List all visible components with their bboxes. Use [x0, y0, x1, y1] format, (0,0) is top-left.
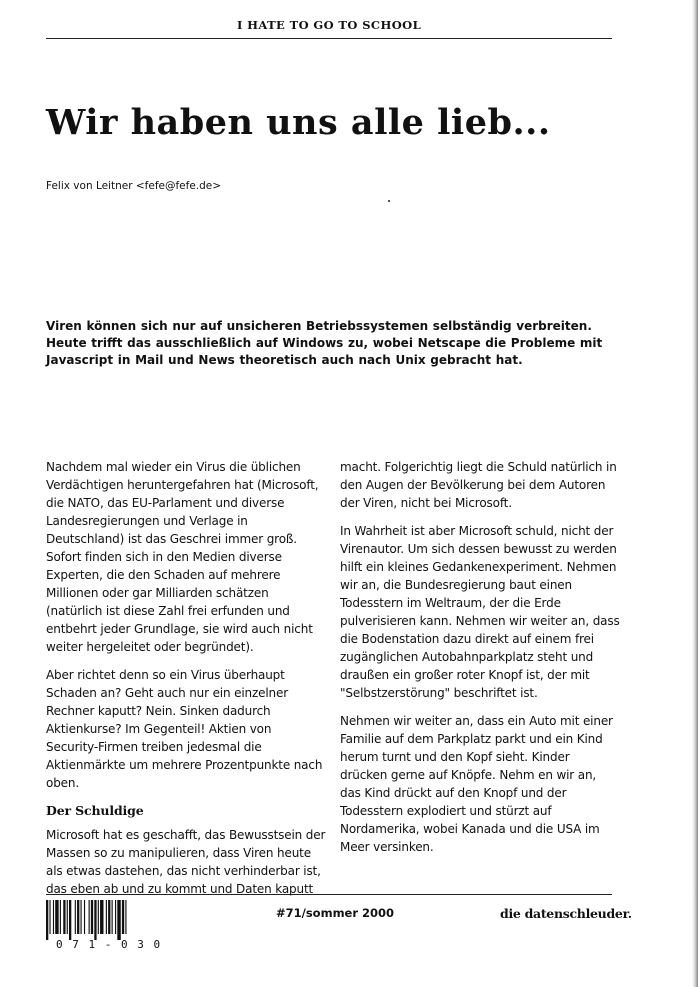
barcode-bar	[69, 900, 71, 940]
article-abstract: Viren können sich nur auf unsicheren Betriebssystemen selbständig verbreiten. Heute trifft das ausschließlich auf Windows zu, wobei Netscape die Probleme mit Javascript in Mail und News theoretisch auch nach Unix gebracht hat.	[46, 319, 603, 367]
paragraph: Nachdem mal wieder ein Virus die üblichen Verdächtigen heruntergefahren hat (Microsoft, die NATO, das EU-Parlament und diverse Landesregierungen und Verlage in Deutschland) ist das Geschrei immer groß. Sofort finden sich in den Medien diverse Experten, die den Schaden auf mehrere Millionen oder gar Milliarden schätzen (natürlich ist diese Zahl frei erfunden und entbehrt jeder Grundlage, sie wird auch nicht weiter hergeleitet oder begründet).	[46, 460, 319, 654]
barcode-bar	[89, 900, 90, 934]
barcode-bar	[115, 900, 116, 934]
barcode-bar	[94, 900, 96, 940]
scan-edge	[692, 0, 698, 987]
barcode-bar	[75, 900, 76, 934]
article-title: Wir haben uns alle lieb...	[46, 102, 551, 143]
barcode-bar	[55, 900, 58, 934]
paragraph: Nehmen wir weiter an, dass ein Auto mit einer Familie auf dem Parkplatz parkt und ein Kind herum turnt und den Kopf sieht. Kinder drücken gerne auf Knöpfe. Nehm en wir an, das Kind drückt auf den Knopf und der Todesstern explodiert und stürzt auf Nordamerika, wobei Kanada und die USA im Meer versinken.	[340, 714, 613, 854]
paragraph: Aber richtet denn so ein Virus überhaupt Schaden an? Geht auch nur ein einzelner Rechner kaputt? Nein. Sinken dadurch Aktienkurse? Im Gegenteil! Aktien von Security-Firmen treiben jedesmal die Aktienmärkte um mehrere Prozentpunkte nach oben.	[46, 668, 323, 790]
barcode-bar	[122, 900, 124, 934]
running-head: I HATE TO GO TO SCHOOL	[236, 18, 422, 32]
barcode-bar	[60, 900, 61, 934]
barcode-bar	[106, 900, 107, 934]
scan-artifact-dot	[388, 200, 390, 202]
paragraph: In Wahrheit ist aber Microsoft schuld, nicht der Virenautor. Um sich dessen bewusst zu werden hilft ein kleines Gedankenexperiment. Nehmen wir an, die Bundesregierung baut einen Todesstern im Weltraum, der die Erde pulverisieren kann. Nehmen wir weiter an, dass die Bodenstation dazu direkt auf einem frei zugänglichen Autobahnparkplatz steht und draußen ein großer roter Knopf ist, der mit "Selbstzerstörung" beschriftet ist.	[340, 524, 620, 700]
right-column	[340, 458, 620, 866]
barcode-bar	[117, 900, 120, 940]
barcode-bar	[46, 900, 48, 940]
paragraph: Microsoft hat es geschafft, das Bewusstsein der Massen so zu manipulieren, dass Viren heute als etwas dastehen, das nicht verhinderbar ist, das eben ab und zu kommt und Daten kaputt	[46, 828, 326, 896]
barcode-bar	[63, 900, 65, 934]
paragraph: macht. Folgerichtig liegt die Schuld natürlich in den Augen der Bevölkerung bei dem Autoren der Viren, nicht bei Microsoft.	[340, 460, 617, 510]
section-heading: Der Schuldige	[46, 803, 144, 818]
footer-rule	[46, 894, 612, 895]
barcode-bar	[108, 900, 110, 934]
barcode	[44, 900, 174, 942]
header-rule	[46, 38, 612, 39]
barcode-bar	[112, 900, 113, 934]
barcode-bar	[98, 900, 99, 934]
issue-label: #71/sommer 2000	[276, 906, 395, 920]
barcode-bar	[49, 900, 50, 934]
barcode-bar	[53, 900, 54, 934]
barcode-bar	[91, 900, 93, 934]
barcode-bar	[81, 900, 82, 934]
author-line: Felix von Leitner <fefe@fefe.de>	[46, 180, 222, 192]
magazine-logo: die datenschleuder.	[500, 906, 632, 921]
barcode-bar	[67, 900, 68, 934]
barcode-bar	[84, 900, 85, 934]
barcode-bar	[77, 900, 79, 934]
barcode-number: 0 7 1 - 0 3 0	[56, 938, 162, 951]
barcode-bar	[125, 900, 126, 934]
left-column	[46, 458, 326, 908]
barcode-bar	[100, 900, 103, 934]
